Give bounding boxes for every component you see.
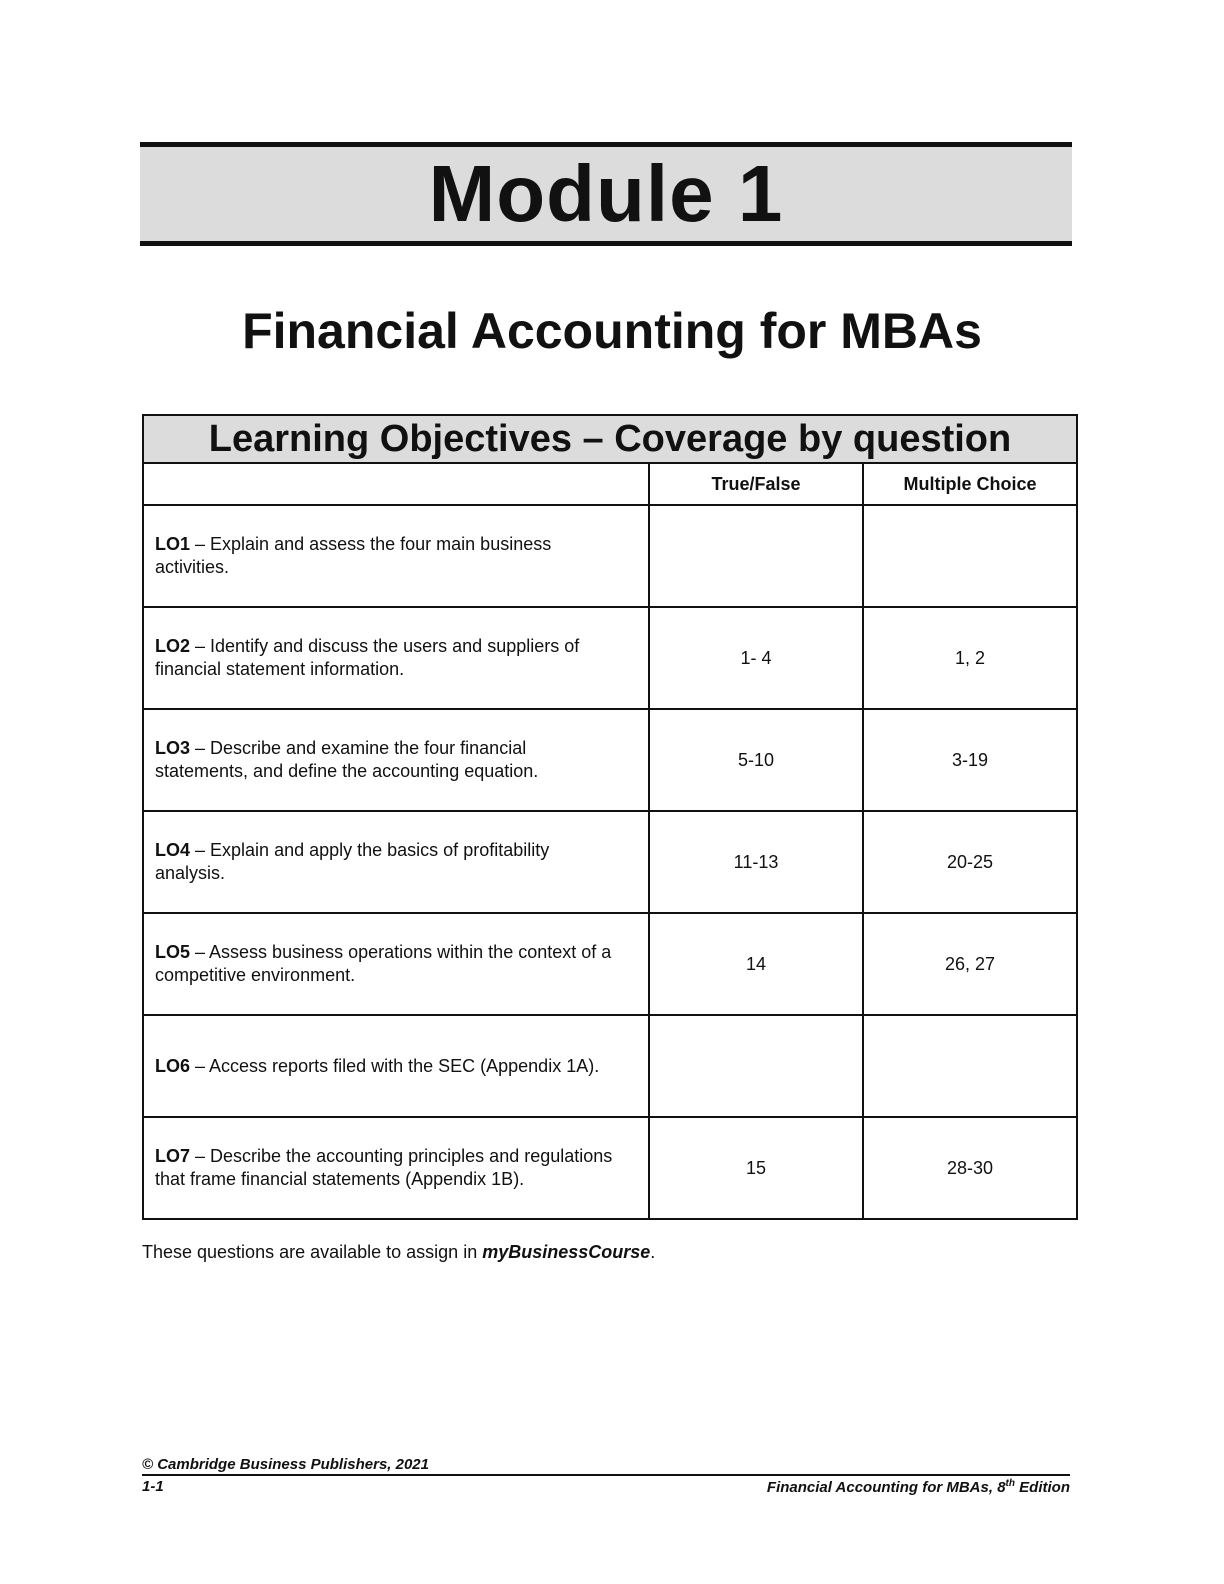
- multiple-choice-cell: 26, 27: [863, 913, 1077, 1015]
- header-multiple-choice: Multiple Choice: [863, 463, 1077, 505]
- multiple-choice-cell: 1, 2: [863, 607, 1077, 709]
- page-subtitle: Financial Accounting for MBAs: [242, 303, 982, 359]
- lo-description: [143, 607, 649, 709]
- note-suffix: .: [650, 1242, 656, 1262]
- lo-text: – Explain and assess the four main business activities.: [155, 534, 552, 577]
- header-description: [143, 463, 649, 505]
- multiple-choice-cell: [863, 1015, 1077, 1117]
- note-emphasis: myBusinessCourse: [482, 1242, 651, 1262]
- table-row: [143, 709, 1077, 811]
- header-true-false: True/False: [649, 463, 863, 505]
- lo-code: LO1: [155, 534, 191, 554]
- table-row: [143, 607, 1077, 709]
- multiple-choice-cell: [863, 505, 1077, 607]
- lo-description: [143, 913, 649, 1015]
- lo-text: – Identify and discuss the users and suppliers of financial statement information.: [155, 636, 580, 679]
- lo-code: LO3: [155, 738, 191, 758]
- note-prefix: These questions are available to assign in: [142, 1242, 483, 1262]
- footer-edition-suffix: Edition: [1015, 1479, 1070, 1496]
- true-false-cell: [649, 505, 863, 607]
- lo-code: LO2: [155, 636, 191, 656]
- true-false-cell: 15: [649, 1117, 863, 1219]
- footer-divider: [142, 1474, 1070, 1476]
- footer-title-text: Financial Accounting for MBAs, 8: [766, 1479, 1006, 1496]
- true-false-cell: 14: [649, 913, 863, 1015]
- lo-description: [143, 1015, 649, 1117]
- table-caption: Learning Objectives – Coverage by question: [143, 415, 1077, 463]
- lo-description: [143, 505, 649, 607]
- table-row: [143, 811, 1077, 913]
- multiple-choice-cell: 28-30: [863, 1117, 1077, 1219]
- lo-text: – Access reports filed with the SEC (Appendix 1A).: [190, 1055, 600, 1076]
- module-title: Module 1: [428, 149, 784, 238]
- true-false-cell: 5-10: [649, 709, 863, 811]
- lo-code: LO4: [155, 840, 191, 860]
- lo-text: – Explain and apply the basics of profitability analysis.: [155, 840, 550, 883]
- lo-description: [143, 811, 649, 913]
- footer-book-title: [767, 1478, 1070, 1496]
- lo-description: [143, 709, 649, 811]
- true-false-cell: [649, 1015, 863, 1117]
- lo-code: LO7: [155, 1146, 191, 1166]
- true-false-cell: 11-13: [649, 811, 863, 913]
- footer-copyright: © Cambridge Business Publishers, 2021: [142, 1456, 429, 1473]
- table-row: [143, 913, 1077, 1015]
- learning-objectives-table: [142, 414, 1078, 1220]
- table-row: [143, 1117, 1077, 1219]
- lo-code: LO6: [155, 1055, 191, 1076]
- lo-text: – Describe and examine the four financial statements, and define the accounting equation.: [155, 738, 539, 781]
- lo-code: LO5: [155, 942, 191, 962]
- table-row: [143, 1015, 1077, 1117]
- availability-note: [142, 1242, 655, 1263]
- module-banner: [140, 142, 1072, 246]
- lo-text: – Describe the accounting principles and regulations that frame financial statements (Appendix 1B).: [155, 1146, 613, 1189]
- lo-description: [143, 1117, 649, 1219]
- footer-edition-sup: th: [1005, 1478, 1015, 1489]
- multiple-choice-cell: 20-25: [863, 811, 1077, 913]
- lo-text: – Assess business operations within the context of a competitive environment.: [155, 942, 612, 985]
- multiple-choice-cell: 3-19: [863, 709, 1077, 811]
- table-row: [143, 505, 1077, 607]
- footer-page-number: 1-1: [142, 1478, 164, 1495]
- true-false-cell: 1- 4: [649, 607, 863, 709]
